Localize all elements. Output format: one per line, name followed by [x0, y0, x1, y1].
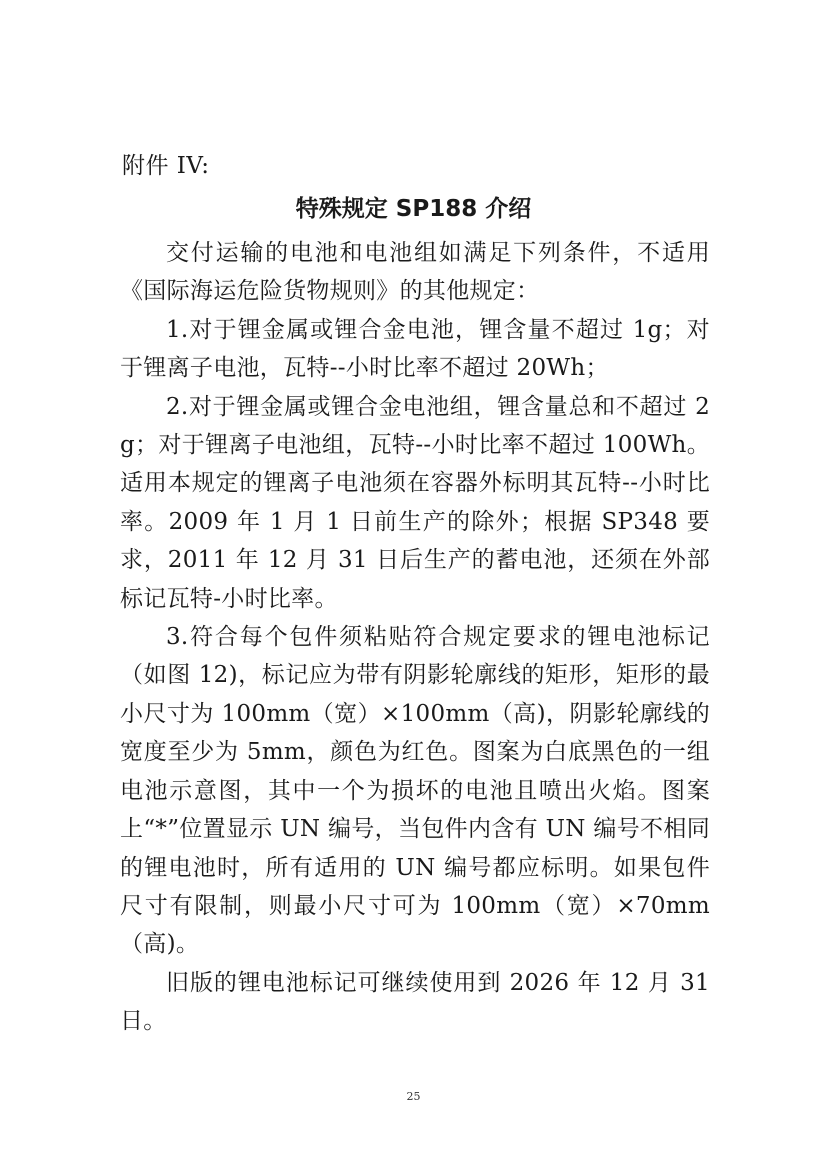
paragraph-item-1: 1.对于锂金属或锂合金电池，锂含量不超过 1g；对于锂离子电池，瓦特--小时比率不超过 20Wh；: [120, 316, 710, 382]
paragraph-old-label-note: 旧版的锂电池标记可继续使用到 2026 年 12 月 31 日。: [120, 969, 710, 1035]
annex-label: 附件 IV:: [122, 153, 210, 179]
document-title: 特殊规定 SP188 介绍: [295, 196, 532, 222]
paragraph-intro: 交付运输的电池和电池组如满足下列条件，不适用《国际海运危险货物规则》的其他规定：: [120, 240, 710, 305]
paragraph-item-2: 2.对于锂金属或锂合金电池组，锂含量总和不超过 2g；对于锂离子电池组，瓦特--小时比率不超过 100Wh。适用本规定的锂离子电池须在容器外标明其瓦特--小时比率。2009 年 1 月 1 日前生产的除外；根据 SP348 要求，2011 年 12 月 31 日后生产的蓄电池，还须在外部标记瓦特-小时比率。: [120, 393, 710, 612]
paragraph-item-3: 3.符合每个包件须粘贴符合规定要求的锂电池标记（如图 12)，标记应为带有阴影轮廓线的矩形，矩形的最小尺寸为 100mm（宽）×100mm（高)，阴影轮廓线的宽度至少为 5mm，颜色为红色。图案为白底黑色的一组电池示意图，其中一个为损坏的电池且喷出火焰。图案上“*”位置显示 UN 编号，当包件内含有 UN 编号不相同的锂电池时，所有适用的 UN 编号都应标明。如果包件尺寸有限制，则最小尺寸可为 100mm（宽）×70mm（高)。: [120, 624, 710, 958]
page-number: 25: [406, 1090, 421, 1103]
body-text: [120, 234, 710, 1041]
